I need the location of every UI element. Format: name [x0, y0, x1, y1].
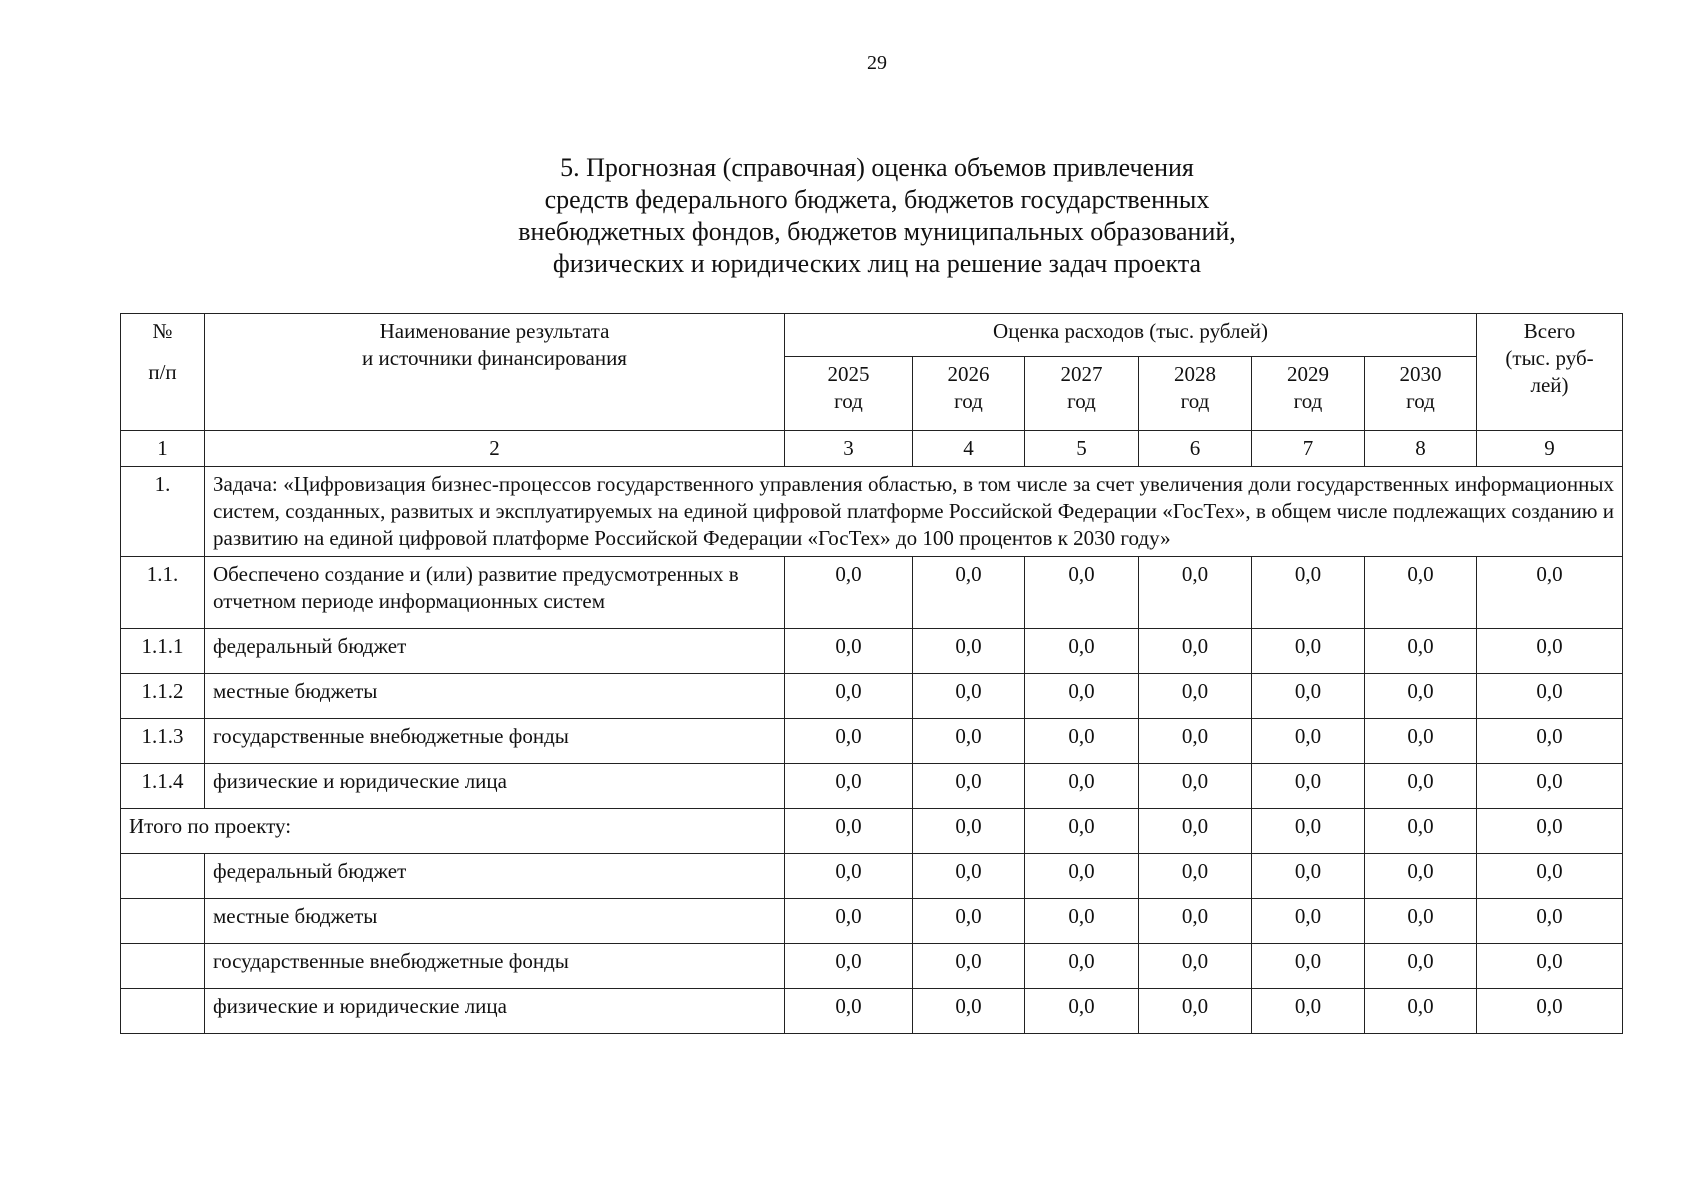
header-name-line2: и источники финансирования — [362, 346, 627, 370]
value-cell: 0,0 — [1139, 557, 1252, 629]
header-year-2027 — [1025, 357, 1139, 431]
value-cell: 0,0 — [1477, 674, 1623, 719]
header-name — [205, 314, 785, 431]
value-cell: 0,0 — [1477, 557, 1623, 629]
col-number: 5 — [1025, 431, 1139, 467]
header-year-2026 — [913, 357, 1025, 431]
value-cell: 0,0 — [1477, 809, 1623, 854]
value-cell: 0,0 — [913, 854, 1025, 899]
value-cell: 0,0 — [785, 719, 913, 764]
value-cell: 0,0 — [1139, 674, 1252, 719]
row-name: государственные внебюджетные фонды — [205, 719, 785, 764]
value-cell: 0,0 — [913, 674, 1025, 719]
total-row — [121, 809, 1623, 854]
row-name: физические и юридические лица — [205, 989, 785, 1034]
value-cell: 0,0 — [1365, 899, 1477, 944]
value-cell: 0,0 — [1365, 854, 1477, 899]
title-line: 5. Прогнозная (справочная) оценка объемов привлечения — [560, 153, 1194, 182]
empty-num — [121, 989, 205, 1034]
value-cell: 0,0 — [913, 719, 1025, 764]
year-value: 2029 — [1287, 362, 1329, 386]
value-cell: 0,0 — [913, 899, 1025, 944]
empty-num — [121, 899, 205, 944]
value-cell: 0,0 — [1365, 764, 1477, 809]
value-cell: 0,0 — [1025, 719, 1139, 764]
value-cell: 0,0 — [1252, 719, 1365, 764]
col-number: 1 — [121, 431, 205, 467]
value-cell: 0,0 — [785, 944, 913, 989]
value-cell: 0,0 — [1365, 719, 1477, 764]
header-year-2029 — [1252, 357, 1365, 431]
col-number: 4 — [913, 431, 1025, 467]
col-number: 3 — [785, 431, 913, 467]
value-cell: 0,0 — [785, 989, 913, 1034]
row-name: местные бюджеты — [205, 899, 785, 944]
col-number: 6 — [1139, 431, 1252, 467]
year-value: 2028 — [1174, 362, 1216, 386]
total-source-row — [121, 899, 1623, 944]
header-row — [121, 314, 1623, 357]
value-cell: 0,0 — [1365, 989, 1477, 1034]
value-cell: 0,0 — [1139, 764, 1252, 809]
total-label: Итого по проекту: — [121, 809, 785, 854]
col-number: 9 — [1477, 431, 1623, 467]
value-cell: 0,0 — [1252, 899, 1365, 944]
column-numbers-row — [121, 431, 1623, 467]
value-cell: 0,0 — [1139, 809, 1252, 854]
budget-table — [120, 313, 1623, 1034]
value-cell: 0,0 — [1365, 629, 1477, 674]
empty-num — [121, 944, 205, 989]
value-cell: 0,0 — [913, 557, 1025, 629]
value-cell: 0,0 — [1252, 989, 1365, 1034]
header-num-line1: № — [152, 319, 173, 343]
value-cell: 0,0 — [1025, 629, 1139, 674]
value-cell: 0,0 — [1252, 674, 1365, 719]
value-cell: 0,0 — [1477, 989, 1623, 1034]
header-name-line1: Наименование результата — [379, 319, 610, 343]
value-cell: 0,0 — [1477, 764, 1623, 809]
header-expenses: Оценка расходов (тыс. рублей) — [785, 314, 1477, 357]
header-year-2030 — [1365, 357, 1477, 431]
value-cell: 0,0 — [1365, 944, 1477, 989]
row-name: федеральный бюджет — [205, 629, 785, 674]
value-cell: 0,0 — [1477, 854, 1623, 899]
total-source-row — [121, 854, 1623, 899]
header-total-line1: Всего — [1523, 319, 1576, 343]
value-cell: 0,0 — [1139, 944, 1252, 989]
table-row — [121, 557, 1623, 629]
value-cell: 0,0 — [1252, 809, 1365, 854]
value-cell: 0,0 — [1139, 899, 1252, 944]
row-name: федеральный бюджет — [205, 854, 785, 899]
value-cell: 0,0 — [1139, 989, 1252, 1034]
value-cell: 0,0 — [1365, 809, 1477, 854]
col-number: 2 — [205, 431, 785, 467]
year-value: 2025 — [827, 362, 870, 386]
value-cell: 0,0 — [1365, 674, 1477, 719]
value-cell: 0,0 — [1252, 557, 1365, 629]
title-line: физических и юридических лиц на решение задач проекта — [552, 249, 1202, 278]
value-cell: 0,0 — [1477, 719, 1623, 764]
year-word: год — [1293, 389, 1323, 413]
value-cell: 0,0 — [913, 809, 1025, 854]
year-word: год — [834, 389, 863, 413]
value-cell: 0,0 — [1025, 854, 1139, 899]
value-cell: 0,0 — [1252, 944, 1365, 989]
value-cell: 0,0 — [1477, 899, 1623, 944]
value-cell: 0,0 — [785, 809, 913, 854]
value-cell: 0,0 — [1252, 629, 1365, 674]
value-cell: 0,0 — [913, 989, 1025, 1034]
row-name: физические и юридические лица — [205, 764, 785, 809]
value-cell: 0,0 — [785, 629, 913, 674]
value-cell: 0,0 — [1252, 854, 1365, 899]
year-value: 2026 — [947, 362, 990, 386]
row-name: государственные внебюджетные фонды — [205, 944, 785, 989]
year-word: год — [954, 389, 983, 413]
value-cell: 0,0 — [1477, 944, 1623, 989]
row-name: местные бюджеты — [205, 674, 785, 719]
empty-num — [121, 854, 205, 899]
year-word: год — [1406, 389, 1435, 413]
value-cell: 0,0 — [1477, 629, 1623, 674]
value-cell: 0,0 — [785, 899, 913, 944]
value-cell: 0,0 — [1139, 719, 1252, 764]
header-total-line2: (тыс. руб- — [1505, 346, 1594, 370]
value-cell: 0,0 — [1025, 899, 1139, 944]
total-source-row — [121, 989, 1623, 1034]
col-number: 8 — [1365, 431, 1477, 467]
table-row — [121, 764, 1623, 809]
header-total — [1477, 314, 1623, 431]
value-cell: 0,0 — [785, 557, 913, 629]
row-name: Обеспечено создание и (или) развитие предусмотренных в отчетном периоде информационных систем — [205, 557, 785, 629]
value-cell: 0,0 — [1139, 854, 1252, 899]
value-cell: 0,0 — [785, 854, 913, 899]
task-text: Задача: «Цифровизация бизнес-процессов государственного управления областью, в том числе за счет увеличения доли государственных информационных систем, созданных, развитых и эксплуатируемых на единой цифровой платформе Российской Федерации «ГосТех», в общем числе подлежащих созданию и развитию на единой цифровой платформе Российской Федерации «ГосТех» до 100 процентов к 2030 году» — [205, 467, 1623, 557]
table-row — [121, 629, 1623, 674]
header-num — [121, 314, 205, 431]
row-num: 1.1.1 — [121, 629, 205, 674]
value-cell: 0,0 — [785, 674, 913, 719]
row-num: 1.1. — [121, 557, 205, 629]
section-title — [0, 152, 1697, 280]
value-cell: 0,0 — [1025, 809, 1139, 854]
task-num: 1. — [121, 467, 205, 557]
page-number: 29 — [867, 52, 887, 74]
year-value: 2027 — [1060, 362, 1103, 386]
title-line: средств федерального бюджета, бюджетов государственных — [544, 185, 1210, 214]
table-row — [121, 674, 1623, 719]
header-year-2028 — [1139, 357, 1252, 431]
row-num: 1.1.4 — [121, 764, 205, 809]
task-row — [121, 467, 1623, 557]
header-total-line3: лей) — [1530, 373, 1569, 397]
value-cell: 0,0 — [1025, 944, 1139, 989]
value-cell: 0,0 — [913, 764, 1025, 809]
value-cell: 0,0 — [1025, 674, 1139, 719]
value-cell: 0,0 — [1139, 629, 1252, 674]
value-cell: 0,0 — [785, 764, 913, 809]
value-cell: 0,0 — [913, 629, 1025, 674]
year-value: 2030 — [1399, 362, 1442, 386]
year-word: год — [1180, 389, 1210, 413]
value-cell: 0,0 — [1025, 989, 1139, 1034]
title-line: внебюджетных фондов, бюджетов муниципальных образований, — [518, 217, 1236, 246]
table-row — [121, 719, 1623, 764]
row-num: 1.1.3 — [121, 719, 205, 764]
value-cell: 0,0 — [913, 944, 1025, 989]
value-cell: 0,0 — [1252, 764, 1365, 809]
year-word: год — [1067, 389, 1096, 413]
total-source-row — [121, 944, 1623, 989]
header-num-line2: п/п — [148, 360, 177, 384]
value-cell: 0,0 — [1025, 764, 1139, 809]
row-num: 1.1.2 — [121, 674, 205, 719]
value-cell: 0,0 — [1365, 557, 1477, 629]
col-number: 7 — [1252, 431, 1365, 467]
header-year-2025 — [785, 357, 913, 431]
value-cell: 0,0 — [1025, 557, 1139, 629]
